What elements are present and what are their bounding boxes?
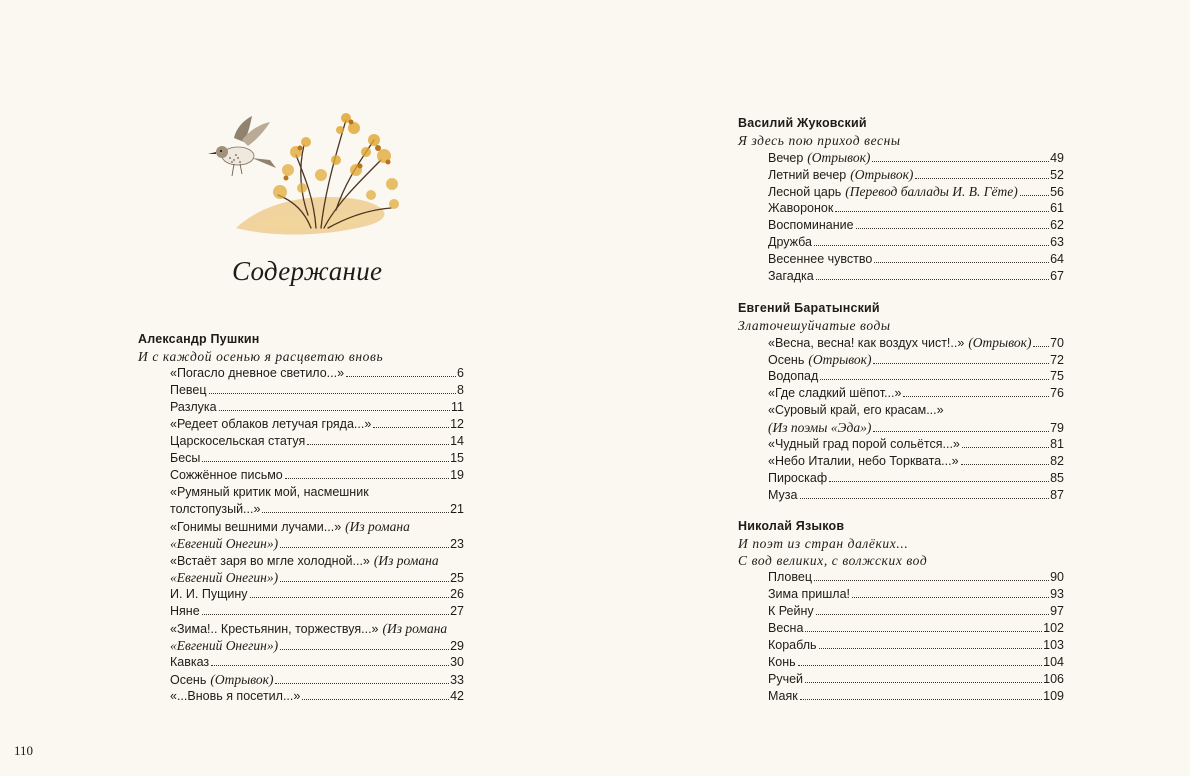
entry-title: Зима пришла!: [768, 587, 851, 601]
entry-title: «Весна, весна! как воздух чист!..»: [768, 336, 965, 350]
entry-title: Дружба: [768, 235, 812, 249]
toc-entry-first-line[interactable]: [170, 620, 464, 637]
section-epigraph: Златочешуйчатые воды: [738, 318, 891, 333]
toc-entry[interactable]: [768, 166, 1064, 183]
toc-entry[interactable]: [768, 654, 1064, 671]
entry-title-line: «Суровый край, его красам...»: [768, 403, 944, 417]
entry-note: (Перевод баллады И. В. Гёте): [845, 184, 1018, 199]
bird-legs: [232, 164, 242, 176]
entry-note: (Из поэмы «Эда»): [768, 420, 872, 435]
dot-leader: [874, 262, 1049, 263]
dot-leader: [1033, 346, 1049, 347]
dot-leader: [829, 481, 1049, 482]
entry-page-number: 106: [1043, 672, 1064, 686]
toc-entry[interactable]: [170, 586, 464, 603]
section-baratynsky: [738, 300, 1064, 504]
entry-page-number: 49: [1050, 151, 1064, 165]
bush-foliage: [273, 113, 399, 209]
toc-entry[interactable]: [170, 637, 464, 654]
entry-title: «Небо Италии, небо Торквата...»: [768, 454, 959, 468]
dot-leader: [961, 464, 1050, 465]
toc-entry[interactable]: [170, 603, 464, 620]
entry-title-line: «Гонимы вешними лучами...»: [170, 520, 342, 534]
author-name: Василий Жуковский: [738, 116, 867, 130]
entry-list: [768, 149, 1064, 285]
entry-note: (Отрывок): [850, 167, 914, 182]
entry-title: Бесы: [170, 451, 201, 465]
section-epigraph: И поэт из стран далёких...: [738, 536, 909, 551]
dot-leader: [262, 512, 449, 513]
entry-page-number: 63: [1050, 235, 1064, 249]
entry-note: «Евгений Онегин»): [170, 570, 279, 585]
toc-entry[interactable]: [170, 569, 464, 586]
dot-leader: [814, 245, 1049, 246]
toc-entry-first-line[interactable]: [768, 402, 1064, 419]
toc-entry[interactable]: [170, 501, 464, 518]
toc-entry[interactable]: [768, 368, 1064, 385]
toc-entry[interactable]: [768, 586, 1064, 603]
entry-page-number: 26: [450, 587, 464, 601]
entry-page-number: 15: [450, 451, 464, 465]
dot-leader: [280, 581, 449, 582]
dot-leader: [307, 444, 449, 445]
dot-leader: [373, 427, 449, 428]
author-name: Александр Пушкин: [138, 332, 260, 346]
entry-note: (Отрывок): [808, 352, 872, 367]
entry-page-number: 6: [457, 366, 464, 380]
bird-eye: [220, 150, 222, 152]
entry-title: Жаворонок: [768, 201, 834, 215]
dot-leader: [798, 665, 1042, 666]
entry-title-line: «Румяный критик мой, насмешник: [170, 485, 369, 499]
entry-page-number: 82: [1050, 454, 1064, 468]
dot-leader: [820, 379, 1049, 380]
toc-entry[interactable]: [768, 419, 1064, 436]
dot-leader: [805, 682, 1042, 683]
entry-title: Вечер: [768, 151, 804, 165]
entry-page-number: 33: [450, 673, 464, 687]
toc-entry[interactable]: [170, 416, 464, 433]
entry-note: (Отрывок): [807, 150, 871, 165]
entry-page-number: 79: [1050, 421, 1064, 435]
entry-page-number: 27: [450, 604, 464, 618]
entry-list: [768, 569, 1064, 705]
entry-note: (Отрывок): [210, 672, 274, 687]
entry-title: Пловец: [768, 570, 812, 584]
bird-tail: [252, 158, 276, 168]
toc-entry[interactable]: [768, 268, 1064, 285]
entry-title: Лесной царь: [768, 185, 842, 199]
entry-page-number: 30: [450, 655, 464, 669]
toc-entry[interactable]: [768, 385, 1064, 402]
entry-page-number: 70: [1050, 336, 1064, 350]
dot-leader: [872, 161, 1049, 162]
entry-page-number: 81: [1050, 437, 1064, 451]
toc-entry[interactable]: [170, 450, 464, 467]
entry-page-number: 19: [450, 468, 464, 482]
toc-entry-first-line[interactable]: [170, 552, 464, 569]
entry-title: Осень: [170, 673, 207, 687]
section-epigraph: С вод великих, с волжских вод: [738, 553, 928, 568]
dot-leader: [856, 228, 1050, 229]
entry-page-number: 109: [1043, 689, 1064, 703]
entry-page-number: 42: [450, 689, 464, 703]
entry-title: «Чудный град порой сольётся...»: [768, 437, 960, 451]
entry-title-line: «Зима!.. Крестьянин, торжествуя...»: [170, 622, 379, 636]
entry-list: [170, 365, 464, 705]
dot-leader: [819, 648, 1043, 649]
toc-entry[interactable]: [768, 470, 1064, 487]
entry-page-number: 56: [1050, 185, 1064, 199]
dot-leader: [275, 683, 449, 684]
dot-leader: [805, 631, 1042, 632]
toc-entry[interactable]: [768, 487, 1064, 504]
entry-page-number: 23: [450, 537, 464, 551]
section-epigraph: Я здесь пою приход весны: [738, 133, 901, 148]
section-yazykov: [738, 518, 1064, 705]
entry-page-number: 52: [1050, 168, 1064, 182]
section-pushkin: [138, 331, 464, 705]
toc-entry[interactable]: [170, 467, 464, 484]
entry-page-number: 11: [451, 400, 464, 414]
entry-page-number: 104: [1043, 655, 1064, 669]
entry-note: (Из романа: [382, 621, 448, 636]
entry-note: «Евгений Онегин»): [170, 536, 279, 551]
entry-title: Летний вечер: [768, 168, 847, 182]
entry-title: «...Вновь я посетил...»: [170, 689, 301, 703]
dot-leader: [219, 410, 450, 411]
dot-leader: [1020, 195, 1049, 196]
toc-entry[interactable]: [170, 365, 464, 382]
entry-page-number: 72: [1050, 353, 1064, 367]
bird-autumn-illustration: [196, 100, 416, 250]
dot-leader: [250, 597, 450, 598]
dot-leader: [211, 665, 449, 666]
dot-leader: [816, 279, 1049, 280]
dot-leader: [814, 580, 1049, 581]
entry-list: [768, 334, 1064, 504]
entry-title: Загадка: [768, 269, 814, 283]
dot-leader: [346, 376, 456, 377]
dot-leader: [873, 363, 1049, 364]
toc-entry[interactable]: [768, 688, 1064, 705]
contents-title: Содержание: [232, 256, 383, 286]
entry-title: Весна: [768, 621, 804, 635]
entry-page-number: 14: [450, 434, 464, 448]
toc-entry[interactable]: [768, 671, 1064, 688]
section-zhukovsky: [738, 115, 1064, 285]
toc-entry-first-line[interactable]: [170, 484, 464, 501]
entry-page-number: 29: [450, 639, 464, 653]
dot-leader: [209, 393, 456, 394]
entry-page-number: 97: [1050, 604, 1064, 618]
toc-entry[interactable]: [768, 637, 1064, 654]
toc-entry[interactable]: [768, 569, 1064, 586]
dot-leader: [873, 431, 1049, 432]
entry-page-number: 85: [1050, 471, 1064, 485]
toc-entry[interactable]: [768, 251, 1064, 268]
toc-entry[interactable]: [170, 535, 464, 552]
dot-leader: [835, 211, 1049, 212]
bird-beak: [208, 152, 216, 154]
entry-page-number: 61: [1050, 201, 1064, 215]
toc-entry[interactable]: [170, 671, 464, 688]
toc-entry[interactable]: [170, 688, 464, 705]
dot-leader: [285, 478, 449, 479]
dot-leader: [280, 547, 449, 548]
dot-leader: [962, 447, 1049, 448]
author-name: Евгений Баратынский: [738, 301, 880, 315]
toc-entry[interactable]: [768, 200, 1064, 217]
entry-title: Певец: [170, 383, 207, 397]
dot-leader: [852, 597, 1049, 598]
entry-title: Няне: [170, 604, 200, 618]
bird: [208, 116, 276, 176]
page-number: 110: [14, 743, 34, 758]
entry-title: Сожжённое письмо: [170, 468, 283, 482]
toc-entry[interactable]: [768, 149, 1064, 166]
toc-entry[interactable]: [768, 620, 1064, 637]
entry-title: Осень: [768, 353, 805, 367]
dot-leader: [816, 614, 1049, 615]
entry-title: К Рейну: [768, 604, 814, 618]
dot-leader: [202, 461, 449, 462]
bird-head: [216, 146, 228, 158]
entry-page-number: 21: [450, 502, 464, 516]
entry-page-number: 90: [1050, 570, 1064, 584]
dot-leader: [302, 699, 449, 700]
entry-title: Пироскаф: [768, 471, 828, 485]
toc-entry[interactable]: [768, 351, 1064, 368]
entry-title: Кавказ: [170, 655, 210, 669]
toc-entry-first-line[interactable]: [170, 518, 464, 535]
dot-leader: [800, 498, 1050, 499]
entry-title: Маяк: [768, 689, 798, 703]
entry-title-line: «Встаёт заря во мгле холодной...»: [170, 554, 370, 568]
toc-entry[interactable]: [768, 234, 1064, 251]
entry-note: (Отрывок): [968, 335, 1032, 350]
entry-title: Воспоминание: [768, 218, 854, 232]
entry-page-number: 12: [450, 417, 464, 431]
entry-title: И. И. Пущину: [170, 587, 248, 601]
dot-leader: [903, 396, 1049, 397]
entry-title: Весеннее чувство: [768, 252, 873, 266]
entry-title: «Погасло дневное светило...»: [170, 366, 345, 380]
dot-leader: [202, 614, 449, 615]
entry-page-number: 62: [1050, 218, 1064, 232]
entry-page-number: 75: [1050, 369, 1064, 383]
entry-page-number: 64: [1050, 252, 1064, 266]
entry-title: «Где сладкий шёпот...»: [768, 386, 902, 400]
section-epigraph: И с каждой осенью я расцветаю вновь: [138, 349, 384, 364]
entry-title: толстопузый...»: [170, 502, 261, 516]
entry-title: Конь: [768, 655, 796, 669]
entry-title: Корабль: [768, 638, 817, 652]
entry-page-number: 93: [1050, 587, 1064, 601]
entry-title: Водопад: [768, 369, 819, 383]
entry-note: (Из романа: [373, 553, 439, 568]
toc-entry[interactable]: [768, 436, 1064, 453]
entry-page-number: 103: [1043, 638, 1064, 652]
toc-entry[interactable]: [170, 382, 464, 399]
entry-page-number: 102: [1043, 621, 1064, 635]
entry-page-number: 8: [457, 383, 464, 397]
toc-entry[interactable]: [768, 453, 1064, 470]
entry-title: Разлука: [170, 400, 217, 414]
entry-page-number: 67: [1050, 269, 1064, 283]
toc-entry[interactable]: [170, 654, 464, 671]
toc-entry[interactable]: [768, 603, 1064, 620]
toc-entry[interactable]: [768, 334, 1064, 351]
toc-entry[interactable]: [768, 217, 1064, 234]
toc-entry[interactable]: [768, 183, 1064, 200]
entry-title: Муза: [768, 488, 798, 502]
entry-page-number: 25: [450, 571, 464, 585]
dot-leader: [280, 649, 449, 650]
entry-title: Ручей: [768, 672, 804, 686]
toc-entry[interactable]: [170, 433, 464, 450]
dot-leader: [915, 178, 1049, 179]
dot-leader: [800, 699, 1042, 700]
entry-note: «Евгений Онегин»): [170, 638, 279, 653]
toc-entry[interactable]: [170, 399, 464, 416]
author-name: Николай Языков: [738, 519, 845, 533]
entry-title: Царскосельская статуя: [170, 434, 306, 448]
entry-page-number: 76: [1050, 386, 1064, 400]
entry-title: «Редеет облаков летучая гряда...»: [170, 417, 372, 431]
entry-page-number: 87: [1050, 488, 1064, 502]
entry-note: (Из романа: [345, 519, 410, 534]
